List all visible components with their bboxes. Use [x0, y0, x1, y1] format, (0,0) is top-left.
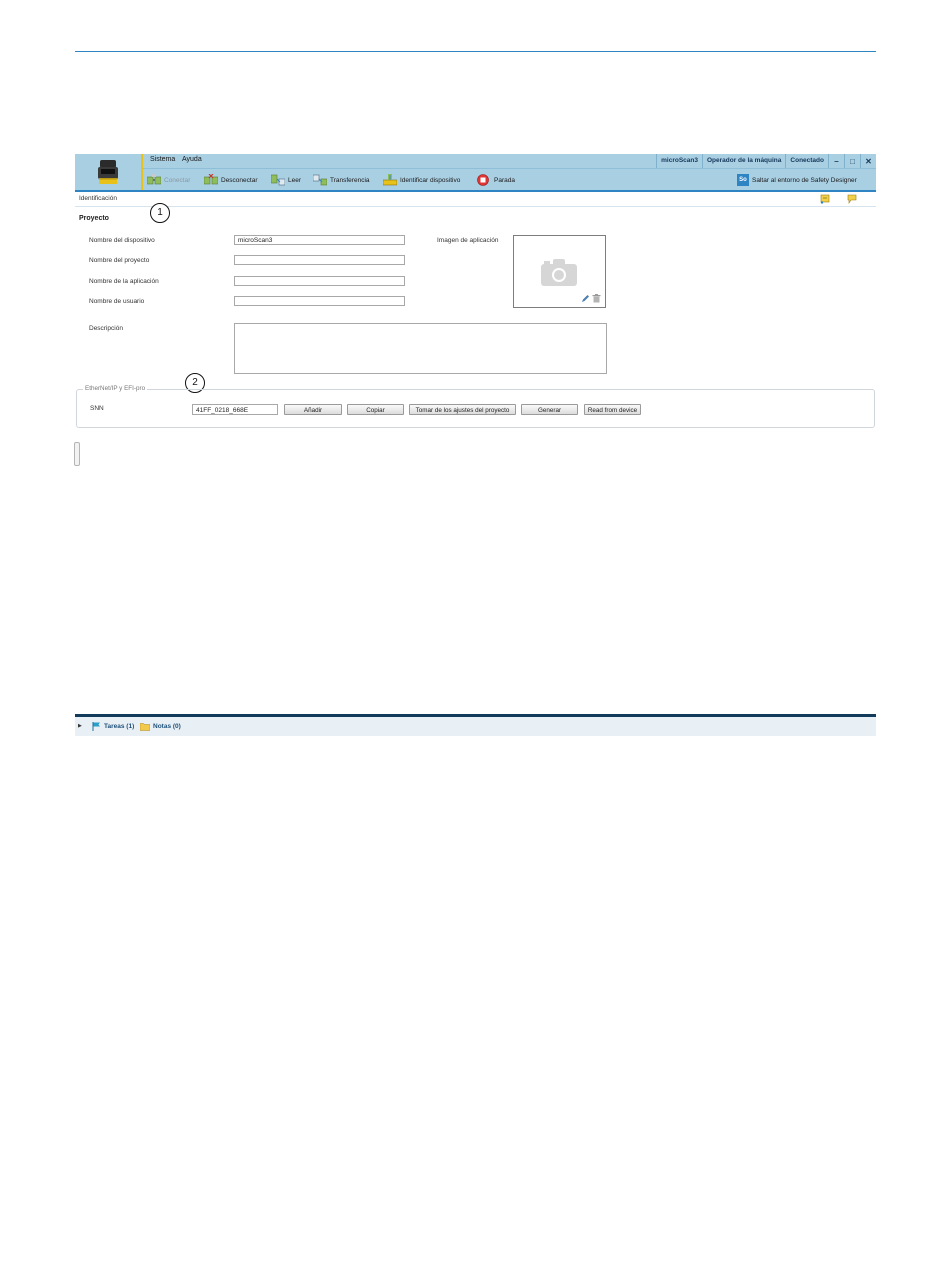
- stop-button[interactable]: [477, 174, 515, 186]
- application-image-label: Imagen de aplicación: [437, 237, 499, 244]
- comment-icon[interactable]: [847, 194, 857, 204]
- application-image-box[interactable]: [513, 235, 606, 308]
- connect-label: Conectar: [164, 176, 191, 184]
- tasks-tab[interactable]: [92, 722, 134, 731]
- menu-ayuda[interactable]: Ayuda: [182, 156, 202, 163]
- callout-1: 1: [150, 203, 170, 223]
- tasks-label: Tareas (1): [104, 723, 135, 730]
- delete-icon[interactable]: [592, 294, 601, 303]
- connection-status: Conectado: [785, 154, 828, 168]
- application-name-label: Nombre de la aplicación: [89, 278, 159, 285]
- switch-environment-label: Saltar al entorno de Safety Designer: [752, 176, 857, 184]
- task-note-icon[interactable]: [820, 194, 830, 204]
- expand-arrow-icon[interactable]: ▶: [78, 723, 82, 729]
- side-panel-handle[interactable]: [74, 442, 80, 466]
- connect-button[interactable]: [147, 174, 190, 186]
- switch-environment-button[interactable]: [737, 174, 857, 186]
- transfer-button[interactable]: [313, 174, 370, 186]
- minimize-button[interactable]: [828, 154, 844, 168]
- identify-device-button[interactable]: [383, 174, 460, 186]
- ethernet-group: [76, 385, 875, 428]
- folder-icon: [140, 722, 150, 731]
- notes-tab[interactable]: [140, 722, 181, 731]
- breadcrumb: Identificación: [79, 195, 117, 202]
- identify-device-label: Identificar dispositivo: [400, 176, 461, 184]
- description-field[interactable]: [234, 323, 607, 374]
- project-name-field[interactable]: [234, 255, 405, 265]
- maximize-icon: □: [850, 156, 855, 166]
- disconnect-label: Desconectar: [221, 176, 258, 184]
- copy-button[interactable]: Copiar: [347, 404, 404, 415]
- page-top-rule: [75, 51, 876, 52]
- add-button[interactable]: Añadir: [284, 404, 342, 415]
- take-from-project-button[interactable]: Tomar de los ajustes del proyecto: [409, 404, 516, 415]
- ethernet-group-title: EtherNet/IP y EFI-pro: [85, 385, 146, 392]
- camera-icon: [541, 258, 577, 286]
- read-button[interactable]: [271, 174, 301, 186]
- maximize-button[interactable]: [844, 154, 860, 168]
- minimize-icon: –: [834, 156, 839, 166]
- breadcrumb-row: [75, 192, 876, 207]
- read-from-device-button[interactable]: Read from device: [584, 404, 641, 415]
- read-icon: [271, 174, 285, 186]
- device-logo: [75, 154, 143, 190]
- edit-icon[interactable]: [581, 294, 590, 303]
- user-name-label: Nombre de usuario: [89, 298, 145, 305]
- read-label: Leer: [288, 176, 302, 184]
- flag-icon: [92, 722, 101, 731]
- device-name-status: microScan3: [656, 154, 702, 168]
- application-name-field[interactable]: [234, 276, 405, 286]
- device-name-label: Nombre del dispositivo: [89, 237, 155, 244]
- scanner-icon: [94, 158, 122, 186]
- transfer-icon: [313, 174, 327, 186]
- user-name-field[interactable]: [234, 296, 405, 306]
- stop-icon: [477, 174, 491, 186]
- generate-button[interactable]: Generar: [521, 404, 578, 415]
- notes-label: Notas (0): [153, 723, 181, 730]
- status-area: [656, 154, 876, 168]
- safety-designer-icon: So: [737, 174, 749, 186]
- menu-bar: [143, 154, 876, 169]
- disconnect-button[interactable]: [204, 174, 258, 186]
- description-label: Descripción: [89, 325, 123, 332]
- snn-field[interactable]: 41FF_0218_668E: [192, 404, 278, 415]
- app-header: [75, 154, 876, 192]
- menu-sistema[interactable]: Sistema: [150, 156, 176, 163]
- close-button[interactable]: [860, 154, 876, 168]
- disconnect-icon: [204, 174, 218, 186]
- close-icon: ✕: [865, 156, 872, 166]
- stop-label: Parada: [494, 176, 515, 184]
- snn-label: SNN: [90, 405, 104, 412]
- project-section-title: Proyecto: [79, 215, 109, 222]
- connect-icon: [147, 174, 161, 186]
- project-name-label: Nombre del proyecto: [89, 257, 150, 264]
- device-name-field[interactable]: microScan3: [234, 235, 405, 245]
- identify-device-icon: [383, 174, 397, 186]
- toolbar: [143, 169, 876, 190]
- callout-2: 2: [185, 373, 205, 393]
- app-window: [75, 154, 876, 734]
- user-level-status[interactable]: Operador de la máquina: [702, 154, 785, 168]
- transfer-label: Transferencia: [330, 176, 370, 184]
- bottom-bar: [75, 714, 876, 736]
